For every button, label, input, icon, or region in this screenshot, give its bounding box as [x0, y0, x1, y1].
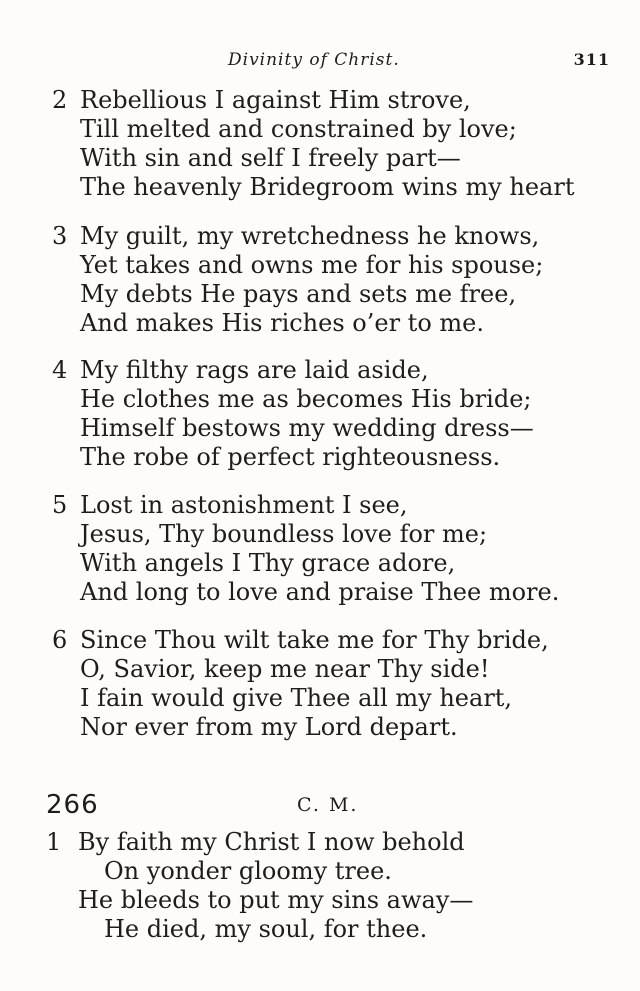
verse-line: The heavenly Bridegroom wins my heart — [80, 173, 575, 201]
verse-line: And makes His riches o’er to me. — [80, 309, 484, 337]
verse-line: Rebellious I against Him strove, — [80, 86, 471, 114]
page-header — [0, 50, 640, 74]
verse-line: Till melted and constrained by love; — [80, 115, 517, 143]
hymn-number: 266 — [46, 790, 99, 820]
verse-line: The robe of perfect righteousness. — [80, 443, 501, 471]
verse-line: He clothes me as becomes His bride; — [80, 385, 532, 413]
page-number: 311 — [573, 50, 610, 69]
verse-line: Lost in astonishment I see, — [80, 491, 408, 519]
verse-line: Himself bestows my wedding dress— — [80, 414, 534, 442]
verse-line: Nor ever from my Lord depart. — [80, 713, 458, 741]
verse-line: O, Savior, keep me near Thy side! — [80, 655, 490, 683]
verse-line: On yonder gloomy tree. — [104, 857, 392, 885]
stanza-number: 1 — [46, 828, 62, 856]
verse-line: He bleeds to put my sins away— — [78, 886, 474, 914]
verse-line: Yet takes and owns me for his spouse; — [80, 251, 544, 279]
hymn-meter: C. M. — [297, 794, 359, 816]
verse-line: My debts He pays and sets me free, — [80, 280, 517, 308]
verse-line: He died, my soul, for thee. — [104, 915, 428, 943]
stanza-number: 6 — [52, 626, 68, 654]
verse-line: By faith my Christ I now behold — [78, 828, 465, 856]
verse-line: My guilt, my wretchedness he knows, — [80, 222, 540, 250]
verse-line: My filthy rags are laid aside, — [80, 356, 429, 384]
verse-line: And long to love and praise Thee more. — [80, 578, 560, 606]
stanza-number: 5 — [52, 491, 68, 519]
verse-line: With angels I Thy grace adore, — [80, 549, 456, 577]
running-title: Divinity of Christ. — [228, 50, 400, 70]
verse-line: Since Thou wilt take me for Thy bride, — [80, 626, 549, 654]
stanza-number: 2 — [52, 86, 68, 114]
verse-line: I fain would give Thee all my heart, — [80, 684, 513, 712]
stanza-number: 3 — [52, 222, 68, 250]
verse-line: With sin and self I freely part— — [80, 144, 461, 172]
stanza-number: 4 — [52, 356, 68, 384]
verse-line: Jesus, Thy boundless love for me; — [80, 520, 488, 548]
